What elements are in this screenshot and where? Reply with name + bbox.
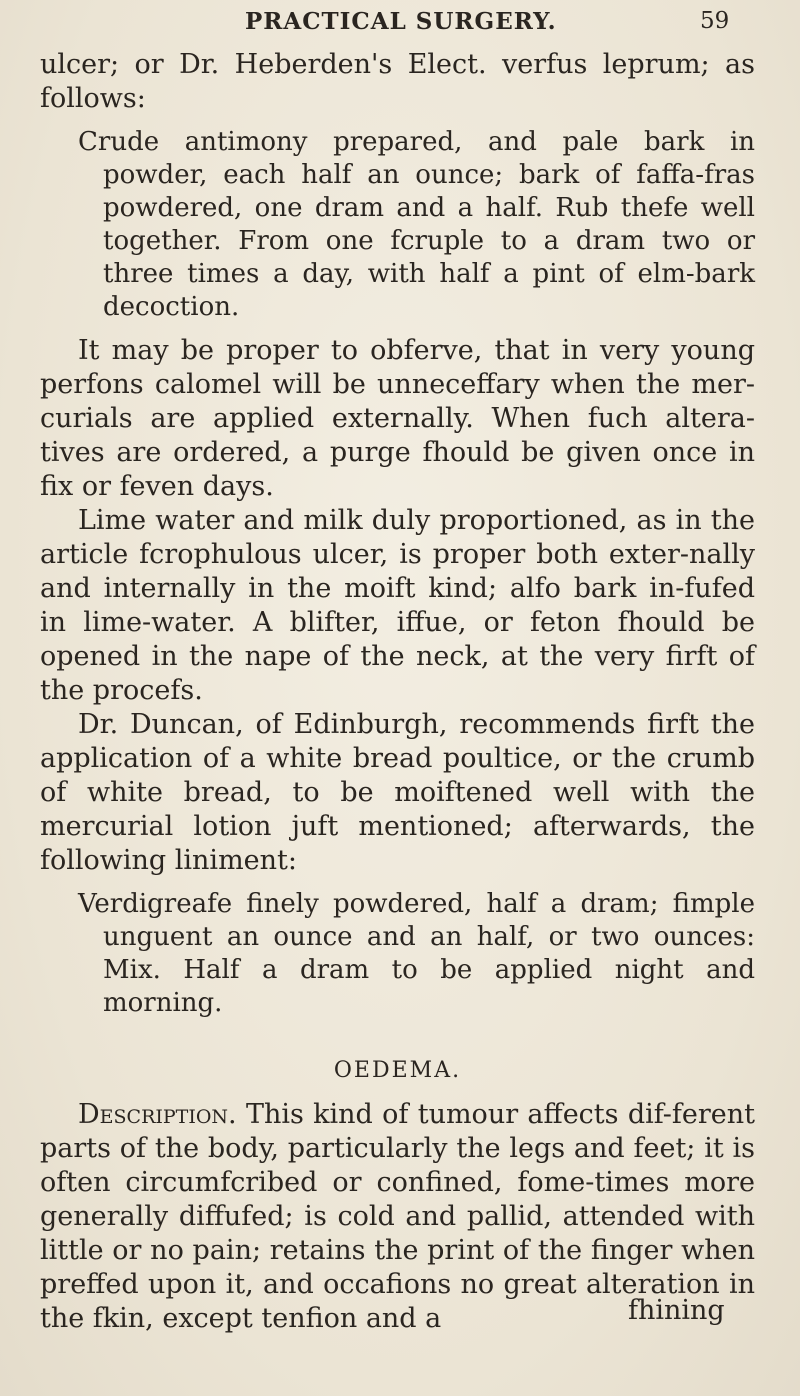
paragraph-intro: ulcer; or Dr. Heberden's Elect. verfus leprum; as follows: [40,49,755,114]
section-heading: OEDEMA. [333,1058,462,1083]
running-title: PRACTICAL SURGERY. [245,8,557,35]
recipe-verdigrease: Verdigreafe finely powdered, half a dram; fimple unguent an ounce and an half, or two ounces: Mix. Half a dram to be applied night and morning. [78,889,755,1018]
recipe-antimony: Crude antimony prepared, and pale bark in powder, each half an ounce; bark of faffa-fras powdered, one dram and a half. Rub thefe well together. From one fcruple to a dram two or three times a day, with half a pint of elm-bark decoction. [78,127,755,322]
description-text: This kind of tumour affects dif-ferent parts of the body, particularly the legs and feet; it is often circumfcribed or confined, fome-times more generally diffufed; is cold and pallid, attended with little or no pain; retains the print of the finger when preffed upon it, and occafions no great alteration in the fkin, except tenfion and a [40,1099,755,1334]
page-number: 59 [700,8,730,34]
page-header [0,8,800,48]
catchword: fhining [628,1295,725,1326]
paragraph-lime-water: Lime water and milk duly proportioned, as in the article fcrophulous ulcer, is proper both exter-nally and internally in the moift kind; alfo bark in-fufed in lime-water. A blifter, iffue, or feton fhould be opened in the nape of the neck, at the very firft of the procefs. [40,505,755,706]
paragraph-duncan: Dr. Duncan, of Edinburgh, recommends firft the application of a white bread poultice, or the crumb of white bread, to be moiftened well with the mercurial lotion juft mentioned; afterwards, the following liniment: [40,709,755,876]
paragraph-calomel: It may be proper to obferve, that in very young perfons calomel will be unneceffary when the mer-curials are applied externally. When fuch altera-tives are ordered, a purge fhould be given once in fix or feven days. [40,335,755,502]
description-lead: Description. [78,1099,237,1130]
body-text [40,48,755,1336]
